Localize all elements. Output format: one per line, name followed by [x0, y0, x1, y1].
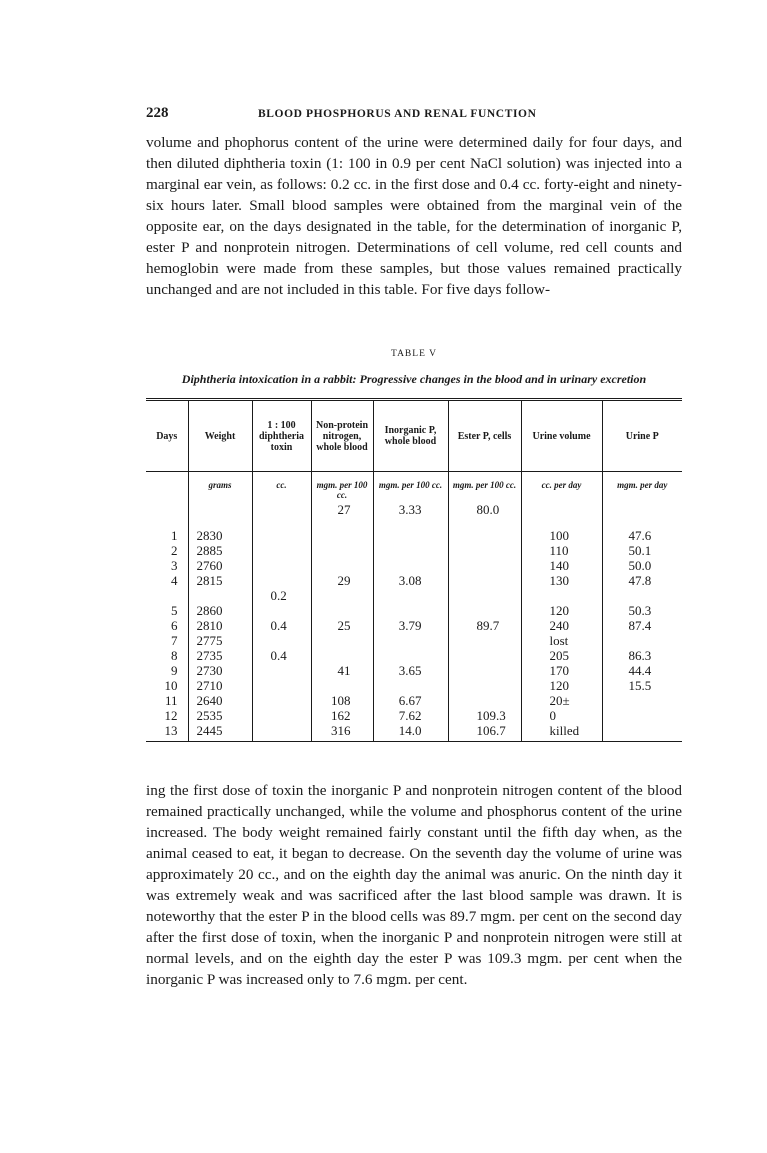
cell-urine-volume: [521, 588, 602, 603]
cell-npn: [311, 558, 373, 573]
cell-day: 13: [164, 723, 178, 738]
cell-toxin: [252, 708, 311, 723]
cell-weight: 2830: [188, 528, 252, 543]
cell-toxin: 0.4: [252, 648, 311, 663]
baseline-ester-p: 80.0: [448, 502, 521, 528]
cell-weight: 2775: [188, 633, 252, 648]
cell-inorganic-p: 3.65: [373, 663, 448, 678]
baseline-inorganic-p: 3.33: [373, 502, 448, 528]
cell-urine-volume: 130: [521, 573, 602, 588]
cell-weight: 2535: [188, 708, 252, 723]
cell-npn: 25: [311, 618, 373, 633]
cell-weight: 2760: [188, 558, 252, 573]
cell-urine-volume: 120: [521, 678, 602, 693]
cell-inorganic-p: [373, 558, 448, 573]
cell-urine-volume: 0: [521, 708, 602, 723]
cell-inorganic-p: [373, 678, 448, 693]
cell-ester-p: [448, 648, 521, 663]
cell-urine-p: 50.1: [602, 543, 682, 558]
cell-inorganic-p: 14.0: [373, 723, 448, 742]
cell-ester-p: 89.7: [448, 618, 521, 633]
cell-urine-p: [602, 723, 682, 742]
unit-urine-p: mgm. per day: [602, 472, 682, 503]
col-header-days: Days: [146, 400, 188, 472]
cell-inorganic-p: [373, 633, 448, 648]
cell-urine-volume: 20±: [521, 693, 602, 708]
cell-npn: [311, 528, 373, 543]
cell-day: 12: [164, 708, 178, 723]
cell-inorganic-p: [373, 588, 448, 603]
cell-weight: 2710: [188, 678, 252, 693]
cell-npn: 41: [311, 663, 373, 678]
cell-day: 8: [171, 648, 178, 663]
cell-day: 3: [171, 558, 178, 573]
cell-toxin: [252, 603, 311, 618]
col-header-inorganic-p: Inorganic P, whole blood: [373, 400, 448, 472]
header-row: [146, 400, 682, 472]
cell-urine-p: [602, 708, 682, 723]
cell-npn: 108: [311, 693, 373, 708]
cell-toxin: [252, 573, 311, 588]
cell-urine-p: 50.3: [602, 603, 682, 618]
cell-day: 1: [171, 528, 178, 543]
cell-day: 2: [171, 543, 178, 558]
unit-ester-p: mgm. per 100 cc.: [448, 472, 521, 503]
cell-ester-p: [448, 603, 521, 618]
cell-urine-volume: 120: [521, 603, 602, 618]
cell-ester-p: [448, 663, 521, 678]
cell-toxin: [252, 543, 311, 558]
cell-urine-p: 47.6: [602, 528, 682, 543]
cell-npn: 316: [311, 723, 373, 742]
table-row: [146, 678, 682, 693]
cell-urine-p: 87.4: [602, 618, 682, 633]
unit-days: [146, 472, 188, 503]
cell-weight: 2640: [188, 693, 252, 708]
cell-urine-p: 15.5: [602, 678, 682, 693]
cell-toxin: [252, 723, 311, 742]
cell-inorganic-p: [373, 543, 448, 558]
table-row: [146, 663, 682, 678]
cell-inorganic-p: 3.08: [373, 573, 448, 588]
cell-urine-p: [602, 588, 682, 603]
table-row: [146, 708, 682, 723]
body-paragraph-2: ing the first dose of toxin the inorganic P and nonprotein nitrogen content of the blood remained practically unchanged, while the volume and phosphorus content of the urine increased. The body weight remained fairly constant until the fifth day when, as the animal ceased to eat, it began to decrease. On the seventh day the volume of urine was approximately 20 cc., and on the eighth day the animal was anuric. On the ninth day it was extremely weak and was sacrificed after the last blood sample was drawn. It is noteworthy that the ester P in the blood cells was 89.7 mgm. per cent on the second day after the first dose of toxin, when the inorganic P and nonprotein nitrogen were still at normal levels, and on the eighth day the ester P was 109.3 mgm. per cent when the inorganic P was increased only to 7.6 mgm. per cent.: [146, 782, 682, 988]
cell-ester-p: [448, 558, 521, 573]
cell-toxin: [252, 678, 311, 693]
unit-toxin: cc.: [252, 472, 311, 503]
table-row: [146, 723, 682, 742]
table-body: [146, 528, 682, 742]
cell-inorganic-p: 3.79: [373, 618, 448, 633]
cell-urine-volume: 170: [521, 663, 602, 678]
cell-npn: [311, 678, 373, 693]
cell-toxin: [252, 663, 311, 678]
col-header-weight: Weight: [188, 400, 252, 472]
cell-urine-p: [602, 693, 682, 708]
cell-urine-volume: 110: [521, 543, 602, 558]
cell-npn: [311, 648, 373, 663]
cell-day: 10: [164, 678, 178, 693]
col-header-urine-volume: Urine volume: [521, 400, 602, 472]
cell-ester-p: [448, 693, 521, 708]
cell-day: 5: [171, 603, 178, 618]
cell-urine-volume: 140: [521, 558, 602, 573]
cell-urine-volume: killed: [521, 723, 602, 742]
cell-urine-volume: 205: [521, 648, 602, 663]
page-number: 228: [146, 105, 169, 121]
table-row: [146, 558, 682, 573]
cell-ester-p: [448, 633, 521, 648]
cell-weight: 2735: [188, 648, 252, 663]
unit-inorganic-p: mgm. per 100 cc.: [373, 472, 448, 503]
cell-weight: 2815: [188, 573, 252, 588]
col-header-toxin: 1 : 100 diphtheria toxin: [252, 400, 311, 472]
cell-ester-p: [448, 528, 521, 543]
cell-npn: [311, 633, 373, 648]
cell-urine-p: 86.3: [602, 648, 682, 663]
baseline-row: [146, 502, 682, 528]
table-row: [146, 573, 682, 588]
col-header-ester-p: Ester P, cells: [448, 400, 521, 472]
cell-toxin: 0.4: [252, 618, 311, 633]
cell-inorganic-p: [373, 603, 448, 618]
cell-day: 4: [171, 573, 178, 588]
cell-weight: [188, 588, 252, 603]
cell-inorganic-p: 7.62: [373, 708, 448, 723]
cell-urine-p: 44.4: [602, 663, 682, 678]
cell-toxin: [252, 558, 311, 573]
page-header: [146, 105, 686, 125]
cell-npn: [311, 588, 373, 603]
cell-urine-volume: 100: [521, 528, 602, 543]
cell-ester-p: [448, 573, 521, 588]
cell-npn: [311, 543, 373, 558]
baseline-npn: 27: [311, 502, 373, 528]
table-row: [146, 648, 682, 663]
cell-ester-p: [448, 588, 521, 603]
cell-day: 11: [164, 693, 178, 708]
cell-day: 7: [171, 633, 178, 648]
table-row: [146, 693, 682, 708]
table-row: [146, 588, 682, 603]
unit-npn: mgm. per 100 cc.: [311, 472, 373, 503]
unit-urine-volume: cc. per day: [521, 472, 602, 503]
cell-toxin: 0.2: [252, 588, 311, 603]
cell-weight: 2445: [188, 723, 252, 742]
cell-toxin: [252, 633, 311, 648]
table-caption: Diphtheria intoxication in a rabbit: Progressive changes in the blood and in urinary excretion: [181, 372, 647, 386]
cell-urine-volume: 240: [521, 618, 602, 633]
cell-day: [146, 588, 188, 603]
table-label: TABLE V: [391, 349, 437, 359]
units-row: [146, 472, 682, 503]
cell-ester-p: [448, 678, 521, 693]
col-header-npn: Non-protein nitrogen, whole blood: [311, 400, 373, 472]
table-row: [146, 603, 682, 618]
table-row: [146, 633, 682, 648]
unit-weight: grams: [188, 472, 252, 503]
cell-npn: 29: [311, 573, 373, 588]
cell-ester-p: [448, 543, 521, 558]
cell-weight: 2730: [188, 663, 252, 678]
cell-urine-p: [602, 633, 682, 648]
cell-weight: 2885: [188, 543, 252, 558]
cell-weight: 2810: [188, 618, 252, 633]
cell-weight: 2860: [188, 603, 252, 618]
body-paragraph-1: volume and phophorus content of the urine were determined daily for four days, and then diluted diphtheria toxin (1: 100 in 0.9 per cent NaCl solution) was injected into a marginal ear vein, as follows: 0.2 cc. in the first dose and 0.4 cc. forty-eight and ninety-six hours later. Small blood samples were obtained from the marginal vein of the opposite ear, on the days designated in the table, for the determination of inorganic P, ester P and nonprotein nitrogen. Determinations of cell volume, red cell counts and hemoglobin were made from these samples, but those values remained practically unchanged and are not included in this table. For five days follow-: [146, 134, 682, 298]
cell-inorganic-p: 6.67: [373, 693, 448, 708]
cell-toxin: [252, 693, 311, 708]
cell-urine-volume: lost: [521, 633, 602, 648]
cell-npn: 162: [311, 708, 373, 723]
cell-ester-p: 109.3: [448, 708, 521, 723]
cell-ester-p: 106.7: [448, 723, 521, 742]
table-row: [146, 528, 682, 543]
cell-urine-p: 50.0: [602, 558, 682, 573]
cell-inorganic-p: [373, 648, 448, 663]
cell-npn: [311, 603, 373, 618]
cell-toxin: [252, 528, 311, 543]
running-head: BLOOD PHOSPHORUS AND RENAL FUNCTION: [258, 108, 537, 120]
data-table: [146, 398, 682, 742]
col-header-urine-p: Urine P: [602, 400, 682, 472]
cell-inorganic-p: [373, 528, 448, 543]
table-row: [146, 618, 682, 633]
cell-urine-p: 47.8: [602, 573, 682, 588]
cell-day: 9: [171, 663, 178, 678]
cell-day: 6: [171, 618, 178, 633]
table-row: [146, 543, 682, 558]
